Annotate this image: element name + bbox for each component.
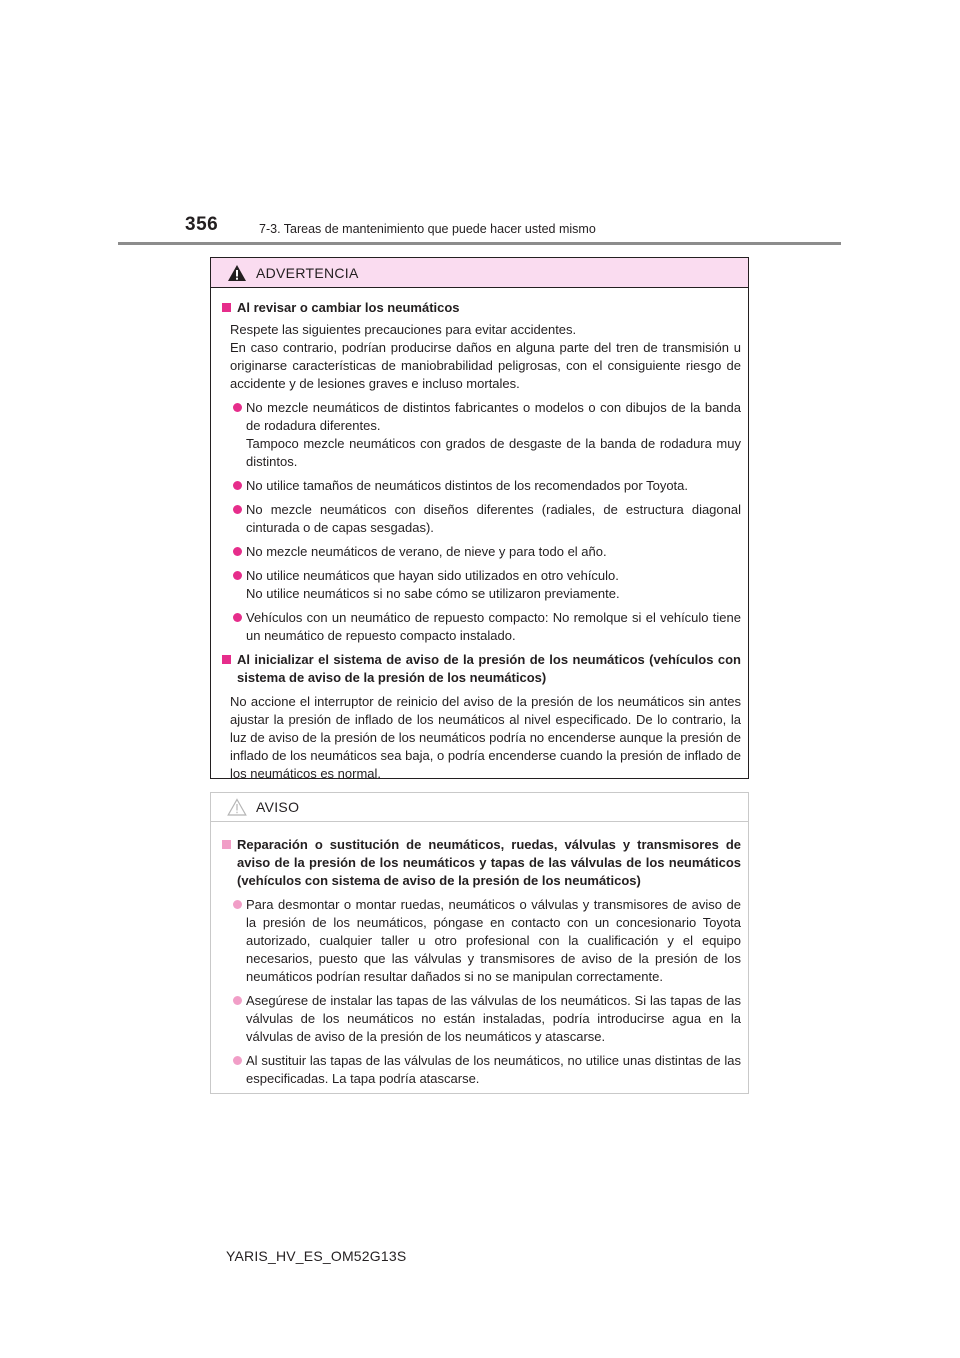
warning-section-title: Al revisar o cambiar los neumáticos xyxy=(219,299,741,317)
list-item: Vehículos con un neumático de repuesto compacto: No remolque si el vehículo tiene un neumático de repuesto compacto instalado. xyxy=(230,609,741,645)
section-title: 7-3. Tareas de mantenimiento que puede hacer usted mismo xyxy=(259,222,596,236)
list-item: Al sustituir las tapas de las válvulas de los neumáticos, no utilice unas distintas de las especificadas. La tapa podría atascarse. xyxy=(230,1052,741,1088)
warning-triangle-filled-icon xyxy=(227,264,247,282)
circle-bullet-icon xyxy=(233,996,242,1005)
circle-bullet-icon xyxy=(233,505,242,514)
square-bullet-icon xyxy=(222,840,231,849)
square-bullet-icon xyxy=(222,655,231,664)
notice-section-title: Reparación o sustitución de neumáticos, ruedas, válvulas y transmisores de aviso de la presión de los neumáticos y tapas de las válvulas de los neumáticos (vehículos con sistema de aviso de la presión de los neumáticos) xyxy=(219,836,741,890)
document-code: YARIS_HV_ES_OM52G13S xyxy=(226,1248,407,1264)
list-item: No mezcle neumáticos de distintos fabricantes o modelos o con dibujos de la banda de rodadura diferentes. Tampoco mezcle neumáticos con grados de desgaste de la banda de rodadura muy distintos. xyxy=(230,399,741,471)
notice-body xyxy=(211,822,748,1088)
notice-label: AVISO xyxy=(256,799,300,815)
warning-intro: Respete las siguientes precauciones para evitar accidentes. En caso contrario, podrían producirse daños en alguna parte del tren de transmisión u originarse características de maniobrabilidad peligrosas, con el consiguiente riesgo de accidente y de lesiones graves e incluso mortales. xyxy=(230,322,741,391)
list-item: No mezcle neumáticos de verano, de nieve y para todo el año. xyxy=(230,543,741,561)
list-item: Asegúrese de instalar las tapas de las válvulas de los neumáticos. Si las tapas de las válvulas de los neumáticos no están instaladas, podría introducirse agua en la válvulas de aviso de la presión de los neumáticos y atascarse. xyxy=(230,992,741,1046)
list-item: No utilice neumáticos que hayan sido utilizados en otro vehículo. No utilice neumáticos si no sabe cómo se utilizaron previamente. xyxy=(230,567,741,603)
circle-bullet-icon xyxy=(233,571,242,580)
circle-bullet-icon xyxy=(233,613,242,622)
square-bullet-icon xyxy=(222,303,231,312)
circle-bullet-icon xyxy=(233,403,242,412)
circle-bullet-icon xyxy=(233,1056,242,1065)
notice-header xyxy=(211,793,748,822)
warning-section-title: Al inicializar el sistema de aviso de la presión de los neumáticos (vehículos con sistema de aviso de la presión de los neumáticos) xyxy=(219,651,741,687)
list-item: Para desmontar o montar ruedas, neumáticos o válvulas y transmisores de aviso de la presión de los neumáticos, póngase en contacto con un concesionario Toyota autorizado, cualquier taller u otro profesional con la cualificación y el equipo necesarios, puesto que las válvulas y transmisores de aviso de la presión de los neumáticos podrían resultar dañados si no se manipulan correctamente. xyxy=(230,896,741,986)
circle-bullet-icon xyxy=(233,481,242,490)
circle-bullet-icon xyxy=(233,900,242,909)
warning-paragraph: No accione el interruptor de reinicio del aviso de la presión de los neumáticos sin antes ajustar la presión de inflado de los neumáticos al nivel especificado. De lo contrario, la luz de aviso de la presión de los neumáticos podría no encenderse aunque la presión de inflado de los neumáticos sea baja, o podría encenderse cuando la presión de inflado de los neumáticos es normal. xyxy=(230,694,741,781)
caution-triangle-outline-icon xyxy=(227,798,247,816)
circle-bullet-icon xyxy=(233,547,242,556)
list-item: No utilice tamaños de neumáticos distintos de los recomendados por Toyota. xyxy=(230,477,741,495)
warning-box xyxy=(210,257,749,779)
notice-box xyxy=(210,792,749,1094)
page-number: 356 xyxy=(185,214,219,235)
warning-body xyxy=(211,288,748,783)
warning-header xyxy=(211,258,748,288)
header-rule xyxy=(118,242,841,245)
list-item: No mezcle neumáticos con diseños diferentes (radiales, de estructura diagonal cinturada o de capas sesgadas). xyxy=(230,501,741,537)
warning-label: ADVERTENCIA xyxy=(256,264,359,281)
